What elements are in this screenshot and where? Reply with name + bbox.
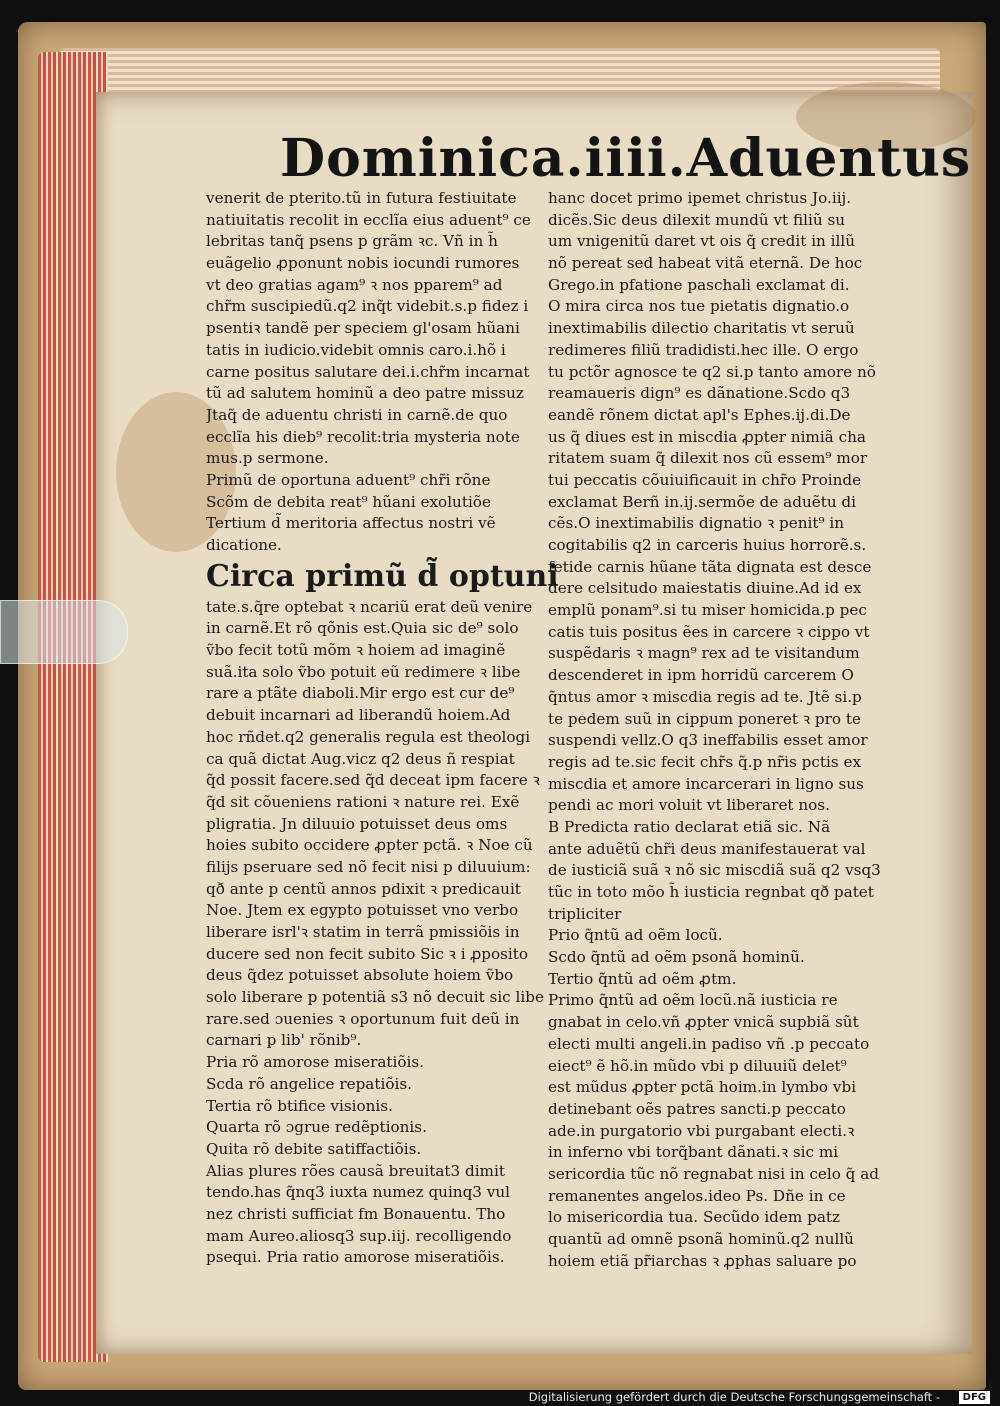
text-line: suspẽdaris ꝛ magn⁹ rex ad te visitandum: [548, 644, 860, 663]
text-line: liberare isrl'ꝛ statim in terrã pmissiõis in: [206, 923, 520, 941]
text-line: gnabat in celo.vñ ꝓpter vnicã supbiã sũt: [548, 1013, 859, 1032]
text-line: Scõm de debita reat⁹ hũani exolutiõe: [206, 492, 491, 511]
text-line: Tertium d̃ meritoria affectus nostri vẽ: [206, 514, 496, 533]
text-line: rare.sed ɔuenies ꝛ oportunum fuit deũ in: [206, 1009, 520, 1028]
glass-strip: [0, 600, 128, 664]
right-column: [548, 188, 881, 1272]
text-line: hoc rñdet.q2 generalis regula est theologi: [206, 727, 531, 746]
text-line: venerit de pterito.tũ in futura festiuitate: [206, 189, 517, 207]
text-line: deus q̃dez potuisset absolute hoiem ṽbo: [206, 966, 514, 985]
text-line: quantũ ad omnẽ psonã hominũ.q2 nullũ: [548, 1230, 854, 1248]
text-line: fetide carnis hũane tãta dignata est desce: [548, 557, 872, 576]
text-line: Jtaq̃ de aduentu christi in carnẽ.de quo: [206, 405, 508, 424]
text-line: catis tuis positus ẽes in carcere ꝛ cippo vt: [548, 622, 870, 641]
text-line: carnari p lib' rõnib⁹.: [206, 1031, 362, 1050]
text-line: dicẽs.Sic deus dilexit mundũ vt filiũ su: [548, 210, 846, 229]
text-line: q̃d sit cõueniens rationi ꝛ nature rei. Exẽ: [206, 792, 520, 811]
text-line: qð ante p centũ annos pdixit ꝛ predicauit: [206, 879, 521, 898]
text-line: natiuitatis recolit in ecclĩa eius aduent⁹ ce: [206, 210, 531, 229]
text-line: suã.ita solo ṽbo potuit eũ redimere ꝛ libe: [206, 662, 521, 681]
text-line: Primo q̃ntũ ad oẽm locũ.nã iusticia re: [548, 991, 838, 1010]
text-line: reamaueris dign⁹ es dãnatione.Scdo q3: [548, 384, 851, 403]
text-line: Scda rõ angelice repatiõis.: [206, 1074, 412, 1093]
text-line: mus.p sermone.: [206, 449, 329, 468]
text-line: Circa primũ d̃ optuni: [206, 558, 559, 594]
text-line: hoiem etiã pr̃iarchas ꝛ ꝓphas saluare po: [548, 1251, 857, 1270]
text-line: us q̃ diues est in miscdia ꝓpter nimiã cha: [548, 427, 866, 446]
text-line: Quarta rõ ɔgrue redẽptionis.: [206, 1118, 427, 1137]
text-line: tũ ad salutem hominũ a deo patre missuz: [206, 384, 524, 403]
text-line: inextimabilis dilectio charitatis vt seruũ: [548, 319, 855, 338]
left-column: [206, 188, 559, 1269]
text-line: Pria rõ amorose miseratiõis.: [206, 1053, 425, 1072]
text-line: vt deo gratias agam⁹ ꝛ nos pparem⁹ ad: [206, 275, 503, 294]
text-line: q̃ntus amor ꝛ miscdia regis ad te. Jtẽ si.p: [548, 687, 862, 706]
text-line: Alias plures rões causã breuitat3 dimit: [206, 1161, 505, 1180]
text-line: tu pctõr agnosce te q2 si.p tanto amore nõ: [548, 362, 876, 381]
text-line: emplũ ponam⁹.si tu miser homicida.p pec: [548, 601, 867, 620]
text-line: hanc docet primo ipemet christus Jo.iij.: [548, 189, 852, 207]
text-line: pendi ac mori voluit vt liberaret nos.: [548, 796, 830, 815]
text-line: hoies subito occidere ꝓpter pctã. ꝛ Noe cũ: [206, 836, 533, 855]
text-line: psequi. Pria ratio amorose miseratiõis.: [206, 1248, 505, 1267]
text-line: exclamat Berñ in.ij.sermõe de aduẽtu di: [548, 492, 857, 511]
text-line: tate.s.q̃re optebat ꝛ ncariũ erat deũ venire: [206, 597, 533, 616]
text-line: Primũ de oportuna aduent⁹ chr̃i rõne: [206, 470, 491, 489]
text-line: est mũdus ꝓpter pctã hoim.in lymbo vbi: [548, 1078, 857, 1097]
page-edges-top: [60, 48, 940, 98]
text-line: ducere sed non fecit subito Sic ꝛ i ꝓposito: [206, 944, 528, 963]
text-line: filijs pseruare sed nõ fecit nisi p diluuium:: [206, 857, 531, 876]
digitization-credit: Digitalisierung gefördert durch die Deutsche Forschungsgemeinschaft -: [528, 1390, 940, 1404]
text-line: te pedem suũ in cippum poneret ꝛ pro te: [548, 709, 861, 728]
text-line: dicatione.: [206, 536, 282, 554]
text-line: tendo.has q̃nq3 iuxta numez quinq3 vul: [206, 1183, 511, 1202]
text-line: in inferno vbi torq̃bant dãnati.ꝛ sic mi: [548, 1143, 839, 1162]
text-line: in carnẽ.Et rõ qõnis est.Quia sic de⁹ solo: [206, 619, 519, 638]
text-line: mam Aureo.aliosq3 sup.iij. recolligendo: [206, 1226, 512, 1245]
text-line: chr̃m suscipiedũ.q2 inq̃t videbit.s.p fidez i: [206, 297, 529, 316]
text-line: regis ad te.sic fecit chr̃s q̃.p nr̃is pctis ex: [548, 752, 862, 771]
text-line: tripliciter: [548, 904, 622, 923]
text-line: euãgelio ꝓponunt nobis iocundi rumores: [206, 254, 520, 273]
text-line: nõ pereat sed habeat vitã eternã. De hoc: [548, 254, 863, 273]
text-line: ritatem suam q̃ dilexit nos cũ essem⁹ mor: [548, 449, 868, 468]
text-line: solo liberare p potentiã s3 nõ decuit sic libe: [206, 988, 544, 1007]
dfg-logo: DFG: [959, 1391, 990, 1404]
text-line: debuit incarnari ad liberandũ hoiem.Ad: [206, 706, 511, 725]
text-line: Tertia rõ btifice visionis.: [206, 1096, 393, 1115]
text-line: sericordia tũc nõ regnabat nisi in celo q̃ ad: [548, 1164, 879, 1183]
text-line: rare a ptãte diaboli.Mir ergo est cur de⁹: [206, 684, 515, 703]
text-line: psentiꝛ tandẽ per speciem gl'osam hũani: [206, 319, 520, 338]
text-line: remanentes angelos.ideo Ps. Dñe in ce: [548, 1186, 846, 1205]
text-line: cẽs.O inextimabilis dignatio ꝛ penit⁹ in: [548, 514, 845, 533]
text-line: Scdo q̃ntũ ad oẽm psonã hominũ.: [548, 948, 805, 967]
text-line: ṽbo fecit totũ mõm ꝛ hoiem ad imaginẽ: [206, 641, 506, 660]
page-header: Dominica.iiii.Aduentus: [280, 128, 972, 189]
text-line: carne positus salutare dei.i.chr̃m incarnat: [206, 362, 530, 381]
text-line: Grego.in pfatione paschali exclamat di.: [548, 275, 850, 294]
text-line: ade.in purgatorio vbi purgabant electi.ꝛ: [548, 1121, 855, 1140]
text-line: ca quã dictat Aug.vicz q2 deus ñ respiat: [206, 749, 515, 768]
text-line: eandẽ rõnem dictat apl's Ephes.ij.di.De: [548, 405, 851, 424]
text-line: redimeres filiũ tradidisti.hec ille. O ergo: [548, 340, 859, 359]
text-line: pligratia. Jn diluuio potuisset deus oms: [206, 814, 508, 833]
text-line: dere celsitudo maiestatis diuine.Ad id ex: [548, 579, 862, 598]
text-line: cogitabilis q2 in carceris huius horrorẽ.s.: [548, 536, 867, 554]
text-line: descenderet in ipm horridũ carcerem O: [548, 666, 854, 685]
text-line: q̃d possit facere.sed q̃d deceat ipm facere ꝛ: [206, 771, 540, 790]
text-line: de iusticiã suã ꝛ nõ sic miscdiã suã q2 vsq3: [548, 861, 881, 880]
text-line: tũc in toto mõo h̃ iusticia regnbat qð patet: [548, 883, 874, 901]
text-line: eiect⁹ ẽ hõ.in mũdo vbi p diluuiũ delet⁹: [548, 1056, 847, 1075]
text-line: ecclĩa his dieb⁹ recolit:tria mysteria note: [206, 427, 520, 446]
text-line: lo misericordia tua. Secũdo idem patz: [548, 1208, 841, 1227]
text-line: Tertio q̃ntũ ad oẽm ꝓtm.: [548, 969, 737, 988]
text-line: electi multi angeli.in padiso vñ .p peccato: [548, 1034, 870, 1053]
text-line: detinebant oẽs patres sancti.p peccato: [548, 1099, 846, 1118]
text-line: Quita rõ debite satiffactiõis.: [206, 1139, 422, 1158]
text-line: O mira circa nos tue pietatis dignatio.o: [548, 297, 850, 316]
text-line: B Predicta ratio declarat etiã sic. Nã: [548, 817, 831, 836]
text-line: miscdia et amore incarcerari in ligno sus: [548, 774, 864, 793]
text-line: ante aduẽtũ chr̃i deus manifestauerat val: [548, 839, 866, 858]
text-line: Prio q̃ntũ ad oẽm locũ.: [548, 926, 723, 945]
text-line: lebritas tanq̃ psens p grãm ꝛc. Vñ in h̃: [206, 232, 498, 251]
text-line: nez christi sufficiat fm Bonauentu. Tho: [206, 1204, 506, 1223]
text-line: um vnigenitũ daret vt ois q̃ credit in illũ: [548, 232, 856, 251]
text-line: suspendi vellz.O q3 ineffabilis esset amor: [548, 731, 868, 750]
text-line: tui peccatis cõuiuificauit in chr̃o Proinde: [548, 470, 862, 489]
text-line: tatis in iudicio.videbit omnis caro.i.hõ i: [206, 340, 506, 359]
text-line: Noe. Jtem ex egypto potuisset vno verbo: [206, 901, 519, 920]
